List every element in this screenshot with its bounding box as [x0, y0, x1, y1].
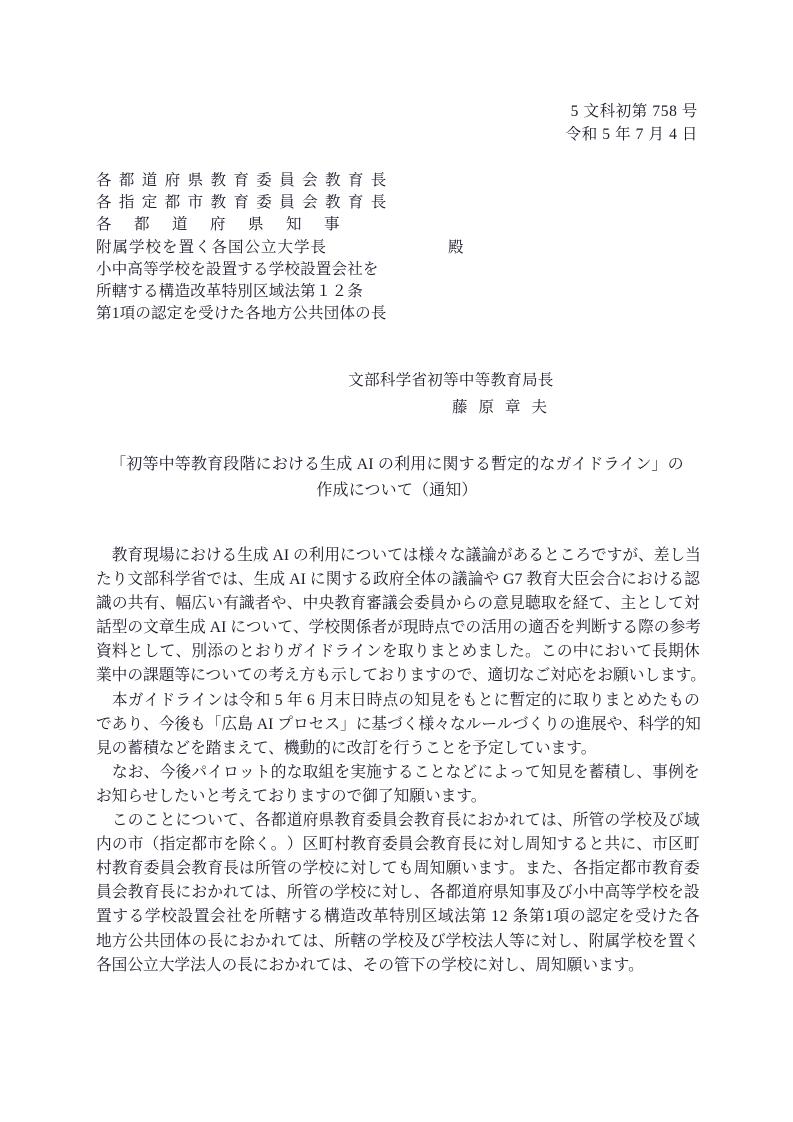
document-header	[96, 100, 698, 146]
addressee-line-7-text: 第1項の認定を受けた各地方公共団体の長	[96, 305, 387, 323]
body-line: 識 の 共 有 、 幅 広 い 有 識 者 や 、 中 央 教 育 審 議 会 委 員 か ら の 意 見 聴 取 を 経 て 、 主 と し て 対	[96, 595, 700, 613]
sender-name: 藤原章夫	[451, 399, 558, 416]
body-paragraph-4	[96, 809, 700, 978]
body-line: な お 、 今 後 パ イ ロ ッ ト 的 な 取 組 を 実 施 す る こ と な ど に よ っ て 知 見 を 蓄 積 し 、 事 例 を	[111, 763, 700, 781]
addressee-line-6	[96, 281, 698, 303]
body-line: 員 会 教 育 長 に お か れ て は 、 所 管 の 学 校 に 対 し 、 各 都 道 府 県 知 事 及 び 小 中 高 等 学 校 を 設	[96, 884, 700, 902]
document-body	[96, 544, 706, 978]
body-line: 村 教 育 委 員 会 教 育 長 は 所 管 の 学 校 に 対 し て も 周 知 願 い ま す 。 ま た 、 各 指 定 都 市 教 育 委	[96, 860, 700, 878]
body-paragraph-1	[96, 544, 706, 689]
addressee-block	[96, 170, 698, 325]
body-line: 話 型 の 文 章 生 成 A I に つ い て 、 学 校 関 係 者 が 現 時 点 で の 活 用 の 適 否 を 判 断 す る 際 の 参 考	[96, 619, 701, 637]
addressee-line-7	[96, 303, 698, 325]
body-line: 見の蓄積などを踏まえて、機動的に改訂を行うことを予定しています。	[96, 739, 597, 757]
body-line: 置 す る 学 校 設 置 会 社 を 所 轄 す る 構 造 改 革 特 別 区 域 法 第 1 2 条 第 1 項 の 認 定 を 受 け た 各	[96, 908, 700, 926]
sender-organization: 文部科学省初等中等教育局長	[348, 372, 554, 389]
body-line: 業中の課題等についての考え方も示しておりますので、適切なご対応をお願いします。	[96, 667, 706, 685]
document-number: 5 文科初第 758 号	[570, 103, 698, 120]
addressee-line-5-text: 小中高等学校を設置する学校設置会社を	[96, 260, 379, 278]
addressee-line-1-text: 各都道府県教育委員会教育長	[96, 172, 394, 189]
body-line: 各国公立大学法人の長におかれては、その管下の学校に対し、周知願います。	[96, 956, 644, 974]
addressee-line-4-text: 附属学校を置く各国公立大学長	[96, 238, 328, 256]
body-paragraph-3	[96, 761, 700, 809]
addressee-line-3	[96, 214, 698, 236]
sender-block	[96, 368, 698, 420]
addressee-line-6-text: 所轄する構造改革特別区域法第１２条	[96, 282, 363, 300]
body-line: 本 ガ イ ド ラ イ ン は 令 和 5 年 6 月 末 日 時 点 の 知 見 を も と に 暫 定 的 に 取 り ま と め た も の	[111, 691, 700, 709]
addressee-line-2	[96, 192, 698, 214]
addressee-line-3-text: 各都道府県知事	[96, 216, 363, 234]
page-title-line-2: 作成について（通知）	[316, 482, 478, 499]
page-title-line-1: 「初等中等教育段階における生成 AI の利用に関する暫定的なガイドライン」の	[110, 456, 684, 473]
addressee-line-1	[96, 170, 698, 192]
addressee-line-4	[96, 237, 698, 259]
body-line: お知らせしたいと考えておりますので御了知願います。	[96, 787, 487, 805]
body-line: で あ り 、 今 後 も 「 広 島 A I プ ロ セ ス 」 に 基 づ く 様 々 な ル ー ル づ く り の 進 展 や 、 科 学 的 知	[96, 715, 701, 733]
body-line: 地 方 公 共 団 体 の 長 に お か れ て は 、 所 轄 の 学 校 及 び 学 校 法 人 等 に 対 し 、 附 属 学 校 を 置 く	[96, 932, 700, 950]
addressee-line-2-text: 各指定都市教育委員会教育長	[96, 194, 394, 212]
document-date: 令和 5 年 7 月 4 日	[565, 126, 698, 143]
addressee-line-5	[96, 259, 698, 281]
body-line: 教 育 現 場 に お け る 生 成 A I の 利 用 に つ い て は 様 々 な 議 論 が あ る と こ ろ で す が 、 差 し 当	[111, 547, 701, 564]
body-line: 内 の 市 （ 指 定 都 市 を 除 く 。 ） 区 町 村 教 育 委 員 会 教 育 長 に 対 し 周 知 す る と 共 に 、 市 区 町	[96, 836, 700, 854]
body-line: 資 料 と し て 、 別 添 の と お り ガ イ ド ラ イ ン を 取 り ま と め ま し た 。 こ の 中 に お い て 長 期 休	[96, 643, 700, 661]
body-line: た り 文 部 科 学 省 で は 、 生 成 A I に 関 す る 政 府 全 体 の 議 論 や G 7 教 育 大 臣 会 合 に お け る 認	[96, 571, 700, 589]
addressee-honorific: 殿	[448, 238, 464, 256]
body-line: こ の こ と に つ い て 、 各 都 道 府 県 教 育 委 員 会 教 育 長 に お か れ て は 、 所 管 の 学 校 及 び 域	[111, 812, 700, 830]
page-title	[96, 452, 698, 504]
body-paragraph-2	[96, 689, 700, 761]
